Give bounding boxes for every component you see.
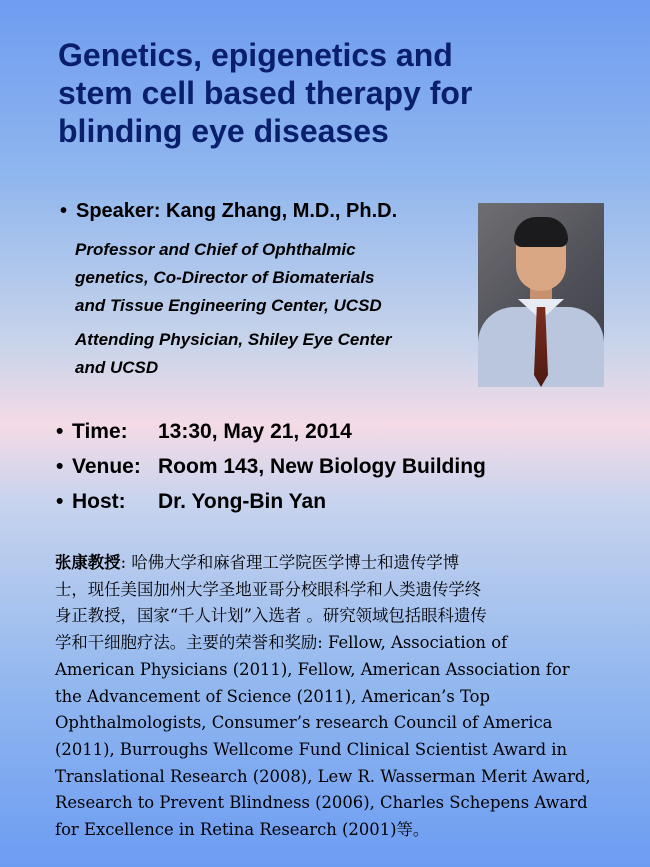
affiliation-line: genetics, Co-Director of Biomaterials <box>75 268 375 287</box>
speaker-photo <box>478 203 604 387</box>
time-label: Time: <box>72 420 128 443</box>
bio-colon: : <box>120 553 127 572</box>
host-row <box>56 484 486 519</box>
affiliation-line: Attending Physician, Shiley Eye Center <box>75 330 392 349</box>
affiliation-line: and Tissue Engineering Center, UCSD <box>75 296 382 315</box>
host-label: Host: <box>72 490 126 513</box>
bio-line: Translational Research (2008), Lew R. Wasserman Merit Award, <box>55 766 591 786</box>
venue-row <box>56 449 486 484</box>
bullet-icon: • <box>56 490 64 513</box>
talk-title <box>58 36 618 150</box>
bio-line: for Excellence in Retina Research (2001)等。 <box>55 820 430 840</box>
bio-line: American Physicians (2011), Fellow, American Association for <box>55 659 570 679</box>
host-value: Dr. Yong-Bin Yan <box>158 490 327 513</box>
speaker-name: Speaker: Kang Zhang, M.D., Ph.D. <box>76 200 398 222</box>
bio-line: Ophthalmologists, Consumer’s research Council of America <box>55 713 553 733</box>
title-line-1: Genetics, epigenetics and <box>58 37 453 73</box>
bio-line: 学和干细胞疗法。主要的荣誉和奖励: Fellow, Association of <box>55 633 508 653</box>
time-row <box>56 414 486 449</box>
title-line-2: stem cell based therapy for <box>58 75 473 111</box>
venue-value: Room 143, New Biology Building <box>158 455 486 478</box>
title-line-3: blinding eye diseases <box>58 113 389 149</box>
speaker-bio <box>55 550 603 844</box>
bullet-icon: • <box>60 200 68 222</box>
event-details <box>56 414 486 519</box>
bio-line: (2011), Burroughs Wellcome Fund Clinical Scientist Award in <box>55 739 568 759</box>
affiliation-line: Professor and Chief of Ophthalmic <box>75 240 356 259</box>
bullet-icon: • <box>56 455 64 478</box>
bio-name: 张康教授 <box>55 553 121 572</box>
bio-line: the Advancement of Science (2011), American’s Top <box>55 686 491 706</box>
bio-line: 士，现任美国加州大学圣地亚哥分校眼科学和人类遗传学终 <box>55 579 482 599</box>
speaker-line <box>60 200 397 223</box>
bio-first-line <box>55 550 603 577</box>
venue-label: Venue: <box>72 455 141 478</box>
bio-line: 身正教授，国家“千人计划”入选者 。研究领域包括眼科遗传 <box>55 606 487 626</box>
time-value: 13:30, May 21, 2014 <box>158 420 352 443</box>
speaker-affiliation <box>75 236 475 382</box>
bullet-icon: • <box>56 420 64 443</box>
bio-text: 哈佛大学和麻省理工学院医学博士和遗传学博 <box>131 553 460 572</box>
bio-line: Research to Prevent Blindness (2006), Charles Schepens Award <box>55 793 588 813</box>
affiliation-line: and UCSD <box>75 358 159 377</box>
